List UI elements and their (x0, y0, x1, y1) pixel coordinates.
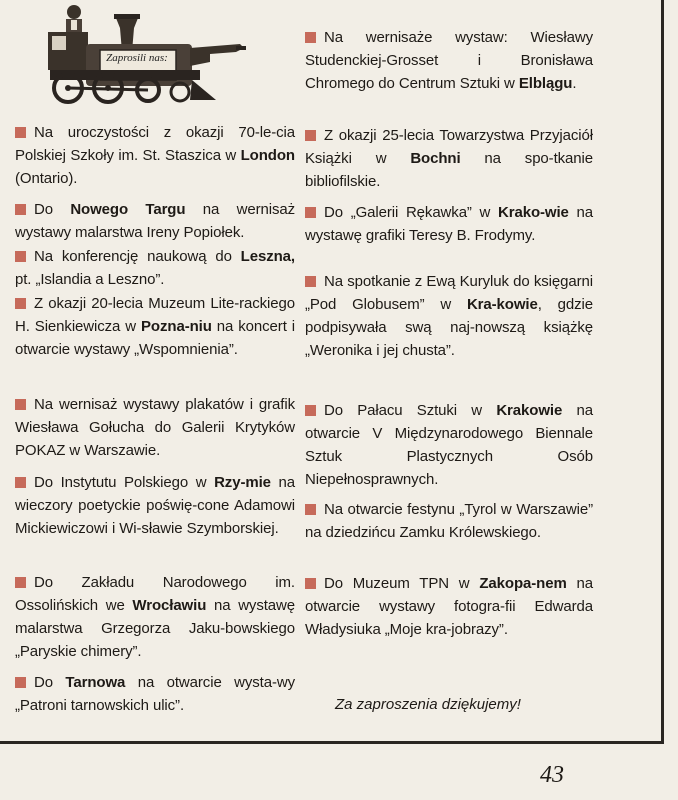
invitation-item (305, 498, 593, 544)
item-place: Leszna, (240, 248, 295, 265)
invitation-item (305, 124, 593, 193)
item-text-end: . (572, 75, 577, 92)
item-place: Tarnowa (65, 674, 126, 691)
thanks-line: Za zaproszenia dziękujemy! (335, 696, 521, 713)
invitation-item (15, 292, 295, 361)
invitation-item (15, 245, 295, 291)
invitation-item (15, 671, 295, 717)
item-text: Do Instytutu Polskiego w (34, 474, 215, 491)
item-text: Na uroczystości z okazji 70-le-cia Polskiej Szkoły im. St. Staszica w (15, 124, 295, 164)
item-place: Pozna-niu (141, 318, 212, 335)
item-text-end: na otwarcie V Międzynarodowego Biennale Sztuk Plastycznych Osób Niepełnosprawnych. (305, 402, 593, 488)
bullet-square-icon (305, 578, 316, 589)
item-place: Zakopa-nem (479, 575, 567, 592)
item-place: Elblągu (518, 75, 573, 92)
item-place: London (240, 147, 295, 164)
invitation-item (15, 571, 295, 663)
item-text: Do Muzeum TPN w (324, 575, 480, 592)
invitation-item (15, 393, 295, 462)
invitation-item (15, 121, 295, 190)
item-place: Bochni (410, 150, 461, 167)
invitation-item (305, 26, 593, 95)
bullet-square-icon (15, 204, 26, 215)
page-number: 43 (540, 762, 564, 788)
bullet-square-icon (305, 32, 316, 43)
item-text-end: na koncert i otwarcie wystawy „Wspomnienia”. (15, 318, 295, 358)
bullet-square-icon (15, 298, 26, 309)
bullet-square-icon (305, 276, 316, 287)
bullet-square-icon (305, 405, 316, 416)
item-text: Na wernisaż wystawy plakatów i grafik Wiesława Gołucha do Galerii Krytyków POKAZ w Warszawie. (15, 396, 295, 459)
item-text: Do (34, 674, 66, 691)
item-text: Z okazji 20-lecia Muzeum Lite-rackiego H. Sienkiewicza w (15, 295, 295, 335)
item-text-end: na wystawę grafiki Teresy B. Frodymy. (305, 204, 593, 244)
item-text-end: na wystawę malarstwa Grzegorza Jaku-bowskiego „Paryskie chimery”. (15, 597, 296, 660)
locomotive-illustration (40, 0, 246, 110)
item-text: Na spotkanie z Ewą Kuryluk do księgarni „Pod Globusem” w (305, 273, 593, 313)
invitation-item (305, 201, 593, 247)
item-text: Z okazji 25-lecia Towarzystwa Przyjaciół Książki w (305, 127, 593, 167)
bullet-square-icon (15, 251, 26, 262)
invitation-item (305, 399, 593, 491)
bullet-square-icon (305, 504, 316, 515)
item-text: Do (34, 201, 71, 218)
item-text-end: (Ontario). (15, 170, 78, 187)
item-place: Nowego Targu (70, 201, 186, 218)
item-text-end: pt. „Islandia a Leszno”. (15, 271, 165, 288)
invitation-badge-label: Zaprosili nas: (106, 52, 168, 64)
item-text: Do „Galerii Rękawka” w (324, 204, 498, 221)
item-place: Wrocławiu (132, 597, 207, 614)
item-place: Krakowie (496, 402, 563, 419)
bullet-square-icon (15, 677, 26, 688)
invitation-item (305, 270, 593, 362)
item-place: Rzy-mie (214, 474, 271, 491)
item-text-end: na otwarcie wystawy fotogra-fii Edwarda Władysiuka „Moje kra-jobrazy”. (305, 575, 593, 638)
item-text: Na konferencję naukową do (34, 248, 241, 265)
item-text: Do Pałacu Sztuki w (324, 402, 497, 419)
bullet-square-icon (15, 577, 26, 588)
item-text: Do Zakładu Narodowego im. Ossolińskich we (15, 574, 295, 614)
item-text-end: , gdzie podpisywała swą naj-nowszą książkę „Weronika i jej chusta”. (305, 296, 593, 359)
item-text-end: na wieczory poetyckie poświę-cone Adamowi Mickiewiczowi i Wi-sławie Szymborskiej. (15, 474, 295, 537)
item-place: Krako-wie (498, 204, 569, 221)
bullet-square-icon (305, 130, 316, 141)
bullet-square-icon (15, 127, 26, 138)
invitation-item (15, 471, 295, 540)
item-text-end: na spo-tkanie bibliofilskie. (305, 150, 593, 190)
item-text-end: na otwarcie wysta-wy „Patroni tarnowskich ulic”. (15, 674, 295, 714)
item-place: Kra-kowie (466, 296, 538, 313)
bullet-square-icon (15, 477, 26, 488)
item-text: Na otwarcie festynu „Tyrol w Warszawie” na dziedzińcu Zamku Królewskiego. (305, 501, 593, 541)
bullet-square-icon (305, 207, 316, 218)
item-text-end: na wernisaż wystawy malarstwa Ireny Popiołek. (15, 201, 295, 241)
invitation-item (15, 198, 295, 244)
item-text: Na wernisaże wystaw: Wiesławy Studenckiej-Grosset i Bronisława Chromego do Centrum Sztuki w (305, 29, 593, 92)
invitation-item (305, 572, 593, 641)
bullet-square-icon (15, 399, 26, 410)
